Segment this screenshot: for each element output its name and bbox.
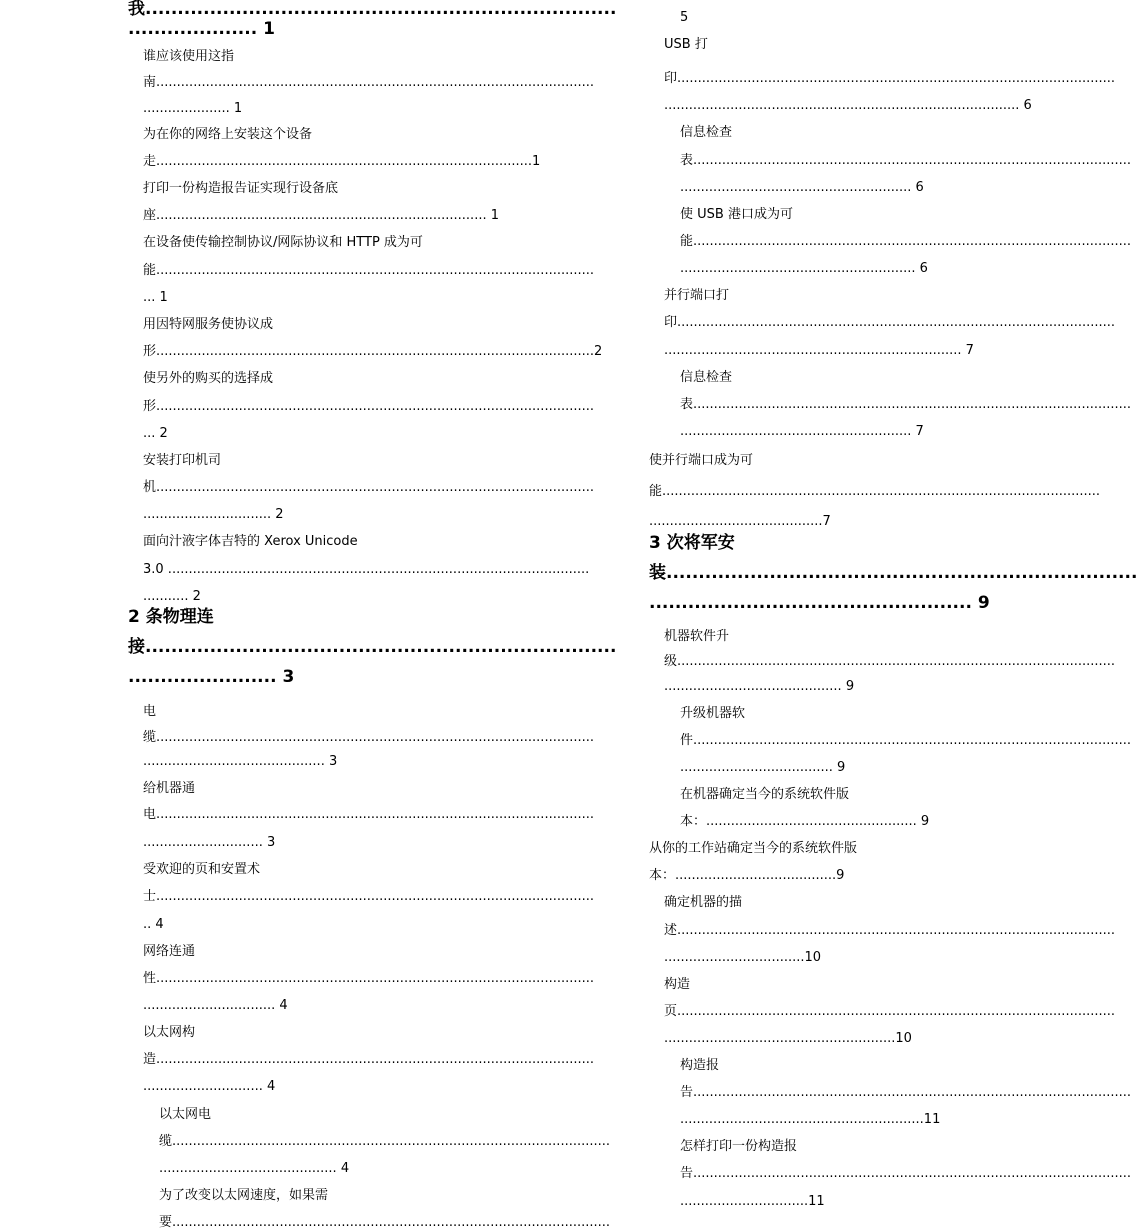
toc-entry-line: ... 1 [143,290,168,305]
toc-chapter-line: 接......................................................................... [128,637,617,657]
toc-entry-line: ..........................................7 [649,514,831,529]
toc-entry-line: USB 打 [664,37,708,52]
toc-entry-line: 机.......................................................................................................... [143,480,595,495]
toc-entry-line: .. 4 [143,917,164,932]
toc-entry-line: 怎样打印一份构造报 [680,1139,798,1154]
toc-entry-line: ........................................................ 6 [680,180,924,195]
toc-entry-line: 为了改变以太网速度，如果需 [159,1188,329,1203]
toc-entry-line: 给机器通 [143,781,196,796]
toc-chapter-line: ....................... 3 [128,667,295,687]
toc-entry-line: 面向汁液字体吉特的 Xerox Unicode [143,534,358,549]
toc-entry-line: 使另外的购买的选择成 [143,371,274,386]
toc-entry-line: 告.......................................................................................................... [680,1085,1132,1100]
toc-entry-line: ...............................11 [680,1194,825,1209]
toc-chapter-line: 2 条物理连 [128,607,214,627]
toc-entry-line: 受欢迎的页和安置术 [143,862,261,877]
toc-entry-line: 缆.......................................................................................................... [159,1134,611,1149]
toc-entry-line: 南.......................................................................................................... [143,75,595,90]
toc-chapter-line: 我......................................................................... [128,0,617,19]
toc-entry-line: ............................. 3 [143,835,276,850]
toc-entry-line: 告.......................................................................................................... [680,1166,1132,1181]
toc-entry-line: 为在你的网络上安装这个设备 [143,127,313,142]
toc-entry-line: 本：................................................... 9 [680,814,930,829]
toc-chapter-line: .................... 1 [128,19,275,39]
toc-entry-line: 从你的工作站确定当今的系统软件版 [649,841,858,856]
toc-entry-line: 座................................................................................ 1 [143,208,499,223]
toc-entry-line: 3.0 ...................................................................................................... [143,562,590,577]
toc-entry-line: 电.......................................................................................................... [143,807,595,822]
toc-entry-line: 表.......................................................................................................... [680,153,1132,168]
toc-entry-line: 述.......................................................................................................... [664,923,1116,938]
toc-entry-line: ........................................... 4 [159,1161,350,1176]
toc-left-column [128,0,617,1230]
toc-entry-line: ............................. 4 [143,1079,276,1094]
toc-entry-line: ..................................... 9 [680,760,846,775]
toc-entry-line: 走...........................................................................................1 [143,154,541,169]
toc-entry-line: 能.......................................................................................................... [680,234,1132,249]
toc-entry-line: 本：.......................................9 [649,868,845,883]
toc-entry-line: 页.......................................................................................................... [664,1004,1116,1019]
toc-entry-line: ................................ 4 [143,998,288,1013]
toc-entry-line: ........................................................................ 7 [664,343,974,358]
toc-entry-line: 在设备使传输控制协议/网际协议和 HTTP 成为可 [143,235,423,250]
toc-entry-line: 安装打印机司 [143,453,222,468]
toc-chapter-line: 装......................................................................... [649,563,1137,583]
toc-entry-line: 性.......................................................................................................... [143,971,595,986]
toc-entry-line: 级.......................................................................................................... [664,654,1116,669]
toc-entry-line: ...........................................................11 [680,1112,941,1127]
toc-entry-line: 件.......................................................................................................... [680,733,1132,748]
toc-entry-line: 升级机器软 [680,706,746,721]
toc-entry-line: ..................... 1 [143,101,243,116]
toc-entry-line: 机器软件升 [664,629,730,644]
toc-entry-line: 形..........................................................................................................2 [143,344,603,359]
toc-entry-line: 电 [143,704,157,719]
toc-entry-line: 要.......................................................................................................... [159,1215,611,1230]
toc-entry-line: 缆.......................................................................................................... [143,730,595,745]
toc-entry-line: 信息检查 [680,125,733,140]
toc-entry-line: 印.......................................................................................................... [664,71,1116,86]
toc-entry-line: ......................................................... 6 [680,261,928,276]
toc-entry-line: ........................................... 9 [664,679,855,694]
toc-entry-line: 表.......................................................................................................... [680,397,1132,412]
toc-entry-line: ........................................................10 [664,1031,912,1046]
toc-entry-line: ... 2 [143,426,168,441]
toc-right-column [649,0,1137,1230]
toc-entry-line: 确定机器的描 [664,895,743,910]
toc-entry-line: 以太网电 [159,1107,212,1122]
toc-entry-line: 使 USB 港口成为可 [680,207,793,222]
toc-entry-line: ...................................................................................... 6 [664,98,1032,113]
toc-entry-line: ............................... 2 [143,507,284,522]
toc-entry-line: 以太网构 [143,1025,196,1040]
toc-entry-line: 造.......................................................................................................... [143,1052,595,1067]
toc-entry-line: ........... 2 [143,589,201,604]
toc-entry-line: 使并行端口成为可 [649,453,754,468]
toc-chapter-line: .................................................. 9 [649,593,990,613]
toc-entry-line: ............................................ 3 [143,754,338,769]
toc-entry-line: ..................................10 [664,950,822,965]
toc-entry-line: 能.......................................................................................................... [143,263,595,278]
toc-entry-line: 形.......................................................................................................... [143,399,595,414]
toc-entry-line: 用因特网服务使协议成 [143,317,274,332]
toc-chapter-line: 3 次将军安 [649,533,735,553]
toc-entry-line: 构造报 [680,1058,720,1073]
toc-entry-line: 网络连通 [143,944,196,959]
toc-entry-line: ........................................................ 7 [680,424,924,439]
toc-entry-line: 信息检查 [680,370,733,385]
toc-entry-line: 并行端口打 [664,288,730,303]
toc-entry-line: 谁应该使用这指 [143,49,235,64]
toc-entry-line: 在机器确定当今的系统软件版 [680,787,850,802]
toc-entry-line: 5 [680,10,689,25]
toc-entry-line: 构造 [664,977,691,992]
toc-entry-line: 打印一份构造报告证实现行设备底 [143,181,339,196]
toc-entry-line: 能.......................................................................................................... [649,484,1101,499]
toc-entry-line: 印.......................................................................................................... [664,315,1116,330]
toc-entry-line: 士.......................................................................................................... [143,889,595,904]
